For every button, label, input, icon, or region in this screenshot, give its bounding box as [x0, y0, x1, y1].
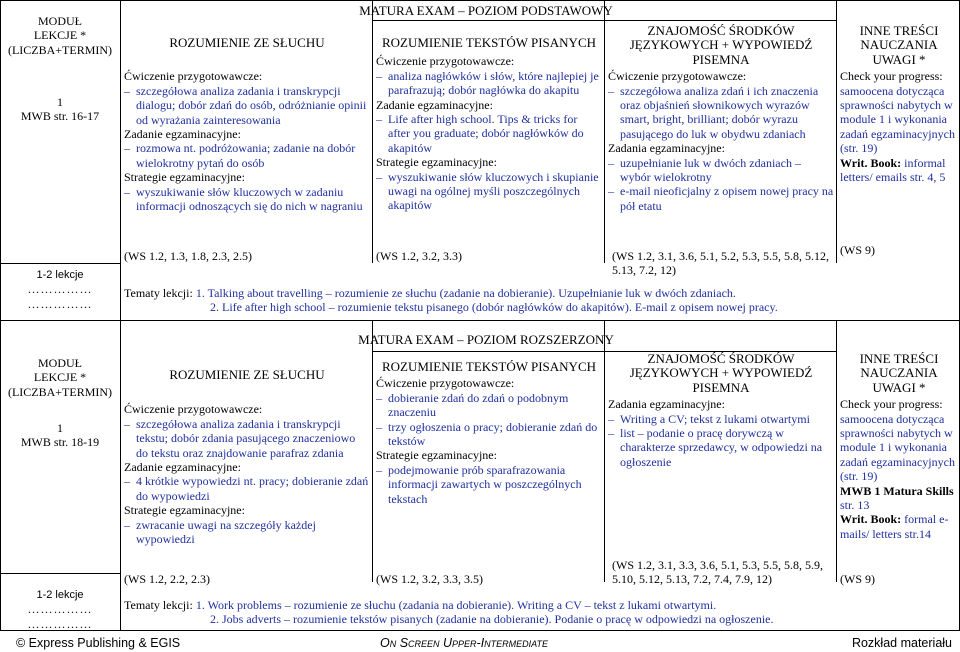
module-header-line: MODUŁ [38, 14, 82, 28]
module-header-line: LEKCJE * [33, 28, 87, 43]
strategy-label: Strategie egzaminacyjne: [124, 170, 245, 185]
table-divider-middle [0, 320, 960, 321]
lessons-label: 1-2 lekcje [36, 589, 84, 601]
list-item: – uzupełnianie luk w dwóch zdaniach – wybór wielokrotny [608, 156, 834, 185]
writ-label: Writ. Book: [840, 155, 902, 170]
footer-course-title: On Screen Upper-Intermediate [380, 636, 549, 650]
writ-text: informal letters/ emails str. 4, 5 [840, 155, 946, 185]
list-item: – trzy ogłoszenia o pracy; dobieranie zdań do tekstów [376, 420, 602, 449]
module-number: 1 [57, 421, 63, 435]
strategy-label: Strategie egzaminacyjne: [376, 448, 497, 463]
column-header: ROZUMIENIE ZE SŁUCHU [169, 367, 325, 382]
list-item: – szczegółowa analiza zadania i transkrypcji dialogu; dobór zdań do osób, odróżnianie opinii od wyrażania zainteresowania [124, 84, 370, 127]
exercise-label: Ćwiczenie przygotowawcze: [124, 402, 263, 417]
progress-text: samoocena dotycząca sprawności nabytych w module 1 i wykonania zadań egzaminacyjnych (str. 19) [840, 411, 955, 484]
ws-reference: (WS 1.2, 3.1, 3.6, 5.1, 5.2, 5.3, 5.5, 5.8, 5.12, 5.13, 7.2, 12) [612, 249, 829, 278]
ws-reference: (WS 1.2, 3.1, 3.3, 3.6, 5.1, 5.3, 5.5, 5.8, 5.9, 5.10, 5.12, 5.13, 7.2, 7.4, 7.9, 12) [612, 558, 823, 587]
row-divider-left-bottom [0, 573, 120, 574]
writ-text: formal e-mails/ letters str.14 [840, 512, 949, 541]
page-footer [0, 634, 960, 652]
module-pages: MWB str. 16-17 [20, 109, 100, 124]
list-item: – szczegółowa analiza zdań i ich znaczenia oraz objaśnień słownikowych wyrazów smart, bright, brilliant; dobór wyrazu pasującego do luk w obydwu zdaniach [608, 84, 834, 142]
top-module-info [2, 95, 118, 124]
row-divider-left-top [0, 263, 120, 264]
column-divider-1 [120, 0, 121, 630]
dots: …………… [27, 616, 93, 631]
column-divider-3-bottom [604, 320, 605, 582]
bottom-listening-column [124, 368, 370, 546]
list-item: – podejmowanie prób sparafrazowania informacji zawartych w poszczególnych tekstach [376, 463, 602, 506]
bottom-lessons [2, 588, 118, 631]
bottom-reading-column [376, 360, 602, 506]
footer-publisher: © Express Publishing & EGIS [16, 636, 181, 650]
list-item: – wyszukiwanie słów kluczowych i skupianie uwagi na ogólnej myśli poszczególnych akapitów [376, 170, 602, 213]
dots: …………… [27, 296, 93, 311]
progress-text: samoocena dotycząca sprawności nabytych w module 1 i wykonania zadań egzaminacyjnych (str. 19) [840, 83, 955, 156]
ws-reference: (WS 1.2, 1.3, 1.8, 2.3, 2.5) [124, 249, 252, 263]
ws-reference: (WS 1.2, 3.2, 3.3, 3.5) [376, 572, 483, 586]
module-header-line: (LICZBA+TERMIN) [7, 384, 113, 399]
column-header: INNE TREŚCI NAUCZANIA UWAGI * [859, 23, 939, 67]
list-item: – szczegółowa analiza zadania i transkrypcji tekstu; dobór zdania pasującego znaczeniowo do tekstu oraz znajdowanie parafraz zdania [124, 417, 370, 460]
list-item: – e-mail nieoficjalny z opisem nowej pracy na pół etatu [608, 184, 834, 213]
list-item: – Writing a CV; tekst z lukami otwartymi [608, 412, 834, 426]
list-item: – wyszukiwanie słów kluczowych w zadaniu informacji odnoszących się do nich w nagraniu [124, 185, 370, 214]
bottom-lesson-topics [124, 598, 958, 627]
list-item: – dobieranie zdań do zdań o podobnym znaczeniu [376, 391, 602, 420]
strategy-label: Strategie egzaminacyjne: [376, 155, 497, 170]
column-divider-3-top [604, 0, 605, 263]
mwb-label: MWB 1 Matura Skills [840, 483, 954, 498]
top-language-column [608, 24, 834, 213]
topic-line: 2. Jobs adverts – rozumienie tekstów pisanych (zadanie na dobieranie). Podanie o pracę w odpowiedzi na ogłoszenie. [210, 612, 774, 627]
ws-reference: (WS 1.2, 3.2, 3.3) [376, 249, 462, 263]
list-item: – rozmowa nt. podróżowania; zadanie na dobór wielokrotny pytań do osób [124, 141, 370, 170]
progress-label: Check your progress: [840, 69, 943, 84]
list-item: – 4 krótkie wypowiedzi nt. pracy; dobieranie zdań do wypowiedzi [124, 474, 370, 503]
ws-reference: (WS 9) [840, 243, 875, 257]
progress-label: Check your progress: [840, 397, 943, 412]
top-listening-column [124, 36, 370, 213]
list-item: – analiza nagłówków i słów, które najlepiej je parafrazują; dobór nagłówka do akapitu [376, 69, 602, 98]
top-lesson-topics [124, 286, 958, 315]
top-exam-title: MATURA EXAM – POZIOM PODSTAWOWY [359, 3, 613, 18]
bottom-exam-title: MATURA EXAM – POZIOM ROZSZERZONY [358, 332, 614, 347]
column-divider-2-top [372, 0, 373, 263]
module-header-line: MODUŁ [38, 356, 82, 370]
table-border-top [0, 0, 960, 1]
footer-document-title: Rozkład materiału [851, 636, 952, 650]
topic-line: 1. Talking about travelling – rozumienie ze słuchu (zadanie na dobieranie). Uzupełnianie luk w dwóch zdaniach. [195, 286, 736, 300]
exercise-label: Ćwiczenie przygotowawcze: [124, 69, 263, 84]
list-item: – Life after high school. Tips & tricks for after you graduate; dobór nagłówków do akapitów [376, 112, 602, 155]
column-header: ZNAJOMOŚĆ ŚRODKÓW JĘZYKOWYCH + WYPOWIEDŹ PISEMNA [629, 351, 813, 395]
column-header: ROZUMIENIE ZE SŁUCHU [169, 35, 325, 50]
column-divider-2-bottom [372, 320, 373, 582]
bottom-language-column [608, 352, 834, 469]
module-number: 1 [57, 95, 63, 109]
bottom-other-column [840, 352, 958, 541]
exercise-label: Ćwiczenie przygotowawcze: [608, 69, 747, 84]
module-pages: MWB str. 18-19 [20, 435, 100, 450]
bottom-module-header [2, 356, 118, 399]
column-header: ROZUMIENIE TEKSTÓW PISANYCH [381, 35, 597, 50]
column-divider-4-top [836, 0, 837, 263]
column-header: ROZUMIENIE TEKSTÓW PISANYCH [381, 359, 597, 374]
column-header: ZNAJOMOŚĆ ŚRODKÓW JĘZYKOWYCH + WYPOWIEDŹ PISEMNA [629, 23, 813, 67]
top-lessons [2, 268, 118, 311]
task-label: Zadania egzaminacyjne: [608, 397, 725, 412]
task-label: Zadanie egzaminacyjne: [124, 127, 241, 142]
top-other-column [840, 24, 958, 184]
dots: …………… [27, 282, 93, 297]
exercise-label: Ćwiczenie przygotowawcze: [376, 54, 515, 69]
writ-label: Writ. Book: [840, 512, 902, 527]
table-border-left [0, 0, 1, 630]
list-item: – zwracanie uwagi na szczegóły każdej wypowiedzi [124, 518, 370, 547]
exercise-label: Ćwiczenie przygotowawcze: [376, 376, 515, 391]
ws-reference: (WS 9) [840, 572, 875, 586]
topic-line: 2. Life after high school – rozumienie tekstu pisanego (dobór nagłówków do akapitów). E-mail z opisem nowej pracy. [210, 300, 778, 315]
mwb-pages: str. 13 [840, 498, 870, 513]
strategy-label: Strategie egzaminacyjne: [124, 503, 245, 518]
task-label: Zadanie egzaminacyjne: [124, 460, 241, 475]
topic-line: 1. Work problems – rozumienie ze słuchu (zadania na dobieranie). Writing a CV – tekst z lukami otwartymi. [195, 598, 717, 612]
list-item: – list – podanie o pracę dorywczą w charakterze sprzedawcy, w odpowiedzi na ogłoszenie [608, 426, 834, 469]
task-label: Zadanie egzaminacyjne: [376, 97, 493, 112]
dots: …………… [27, 602, 93, 617]
column-header: INNE TREŚCI NAUCZANIA UWAGI * [859, 351, 939, 395]
module-header-line: LEKCJE * [33, 370, 87, 385]
column-divider-4-bottom [836, 320, 837, 582]
topics-label: Tematy lekcji: [124, 286, 193, 300]
table-border-bottom [0, 630, 960, 631]
bottom-module-info [2, 421, 118, 450]
lessons-label: 1-2 lekcje [36, 269, 84, 281]
ws-reference: (WS 1.2, 2.2, 2.3) [124, 572, 210, 586]
top-reading-column [376, 36, 602, 213]
module-header-line: (LICZBA+TERMIN) [7, 42, 113, 57]
top-module-header [2, 14, 118, 57]
topics-label: Tematy lekcji: [124, 598, 193, 612]
task-label: Zadania egzaminacyjne: [608, 141, 725, 156]
